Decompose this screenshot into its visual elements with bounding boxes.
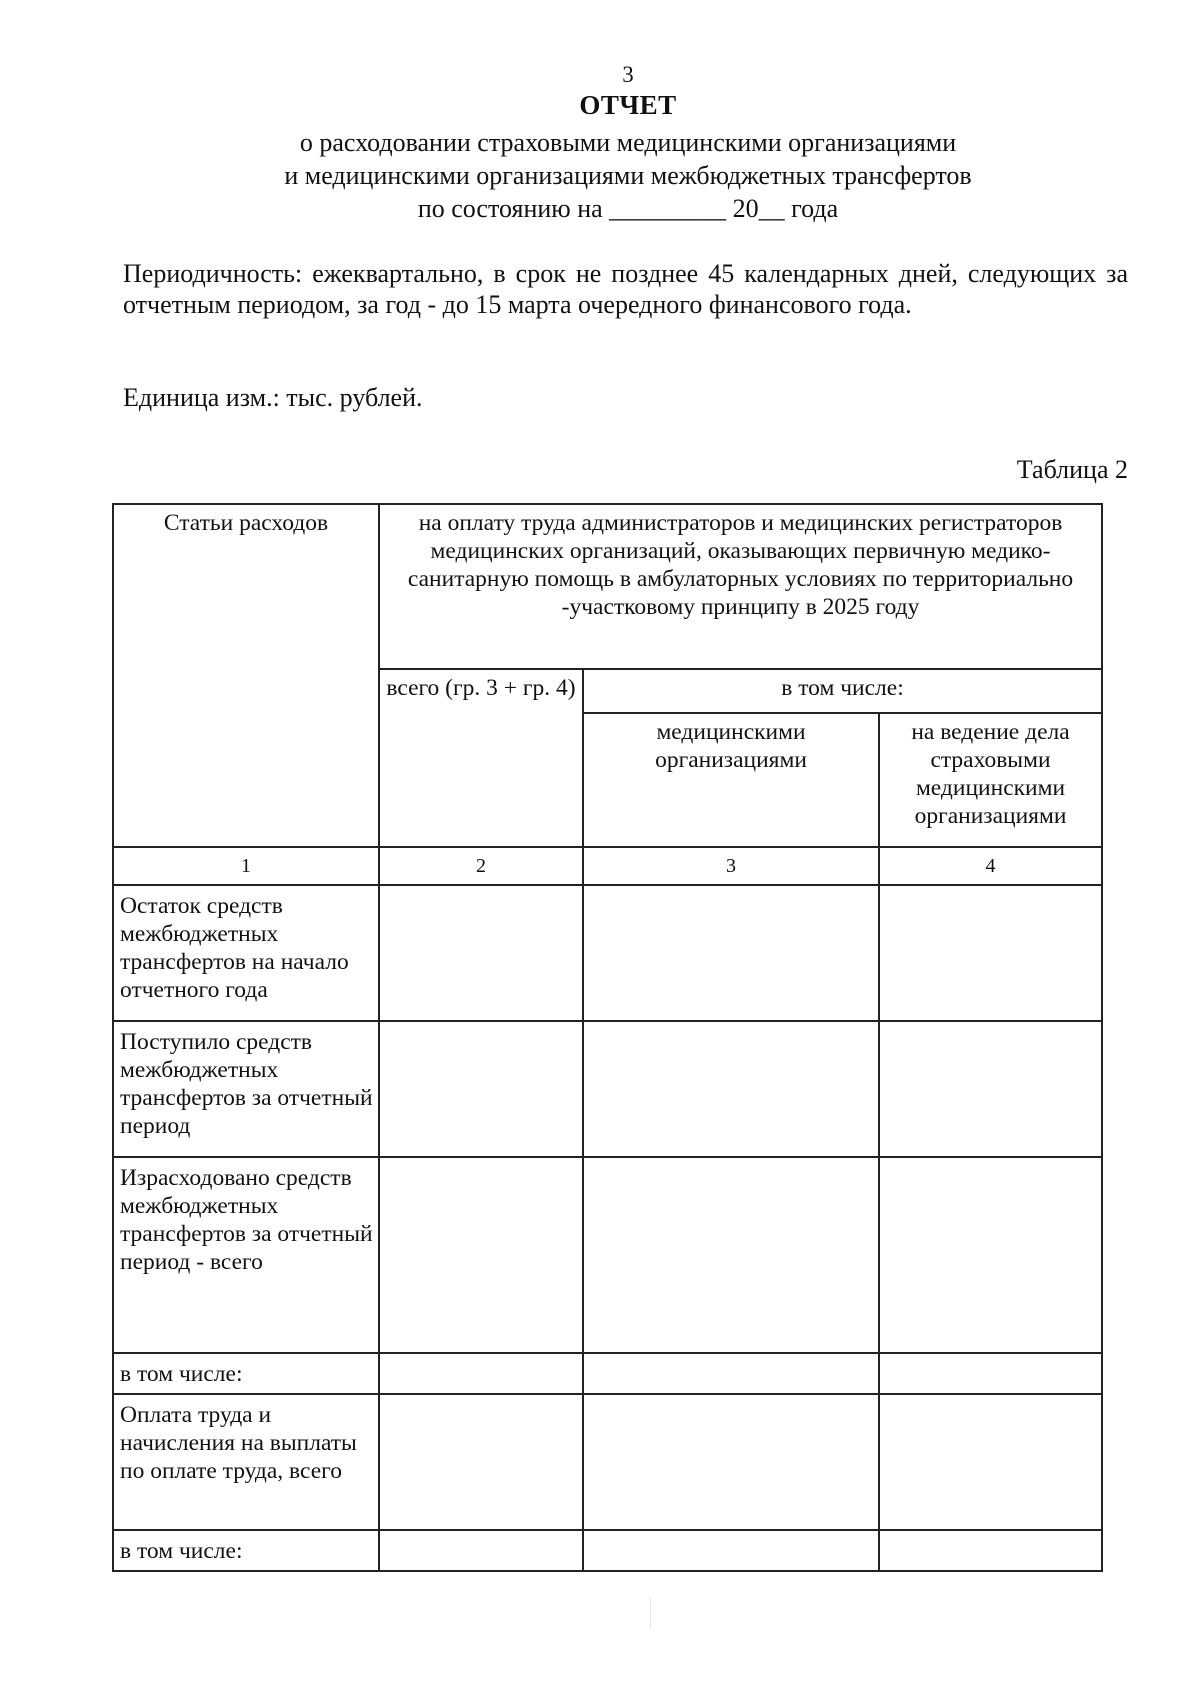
table-cell [379, 1394, 583, 1530]
periodicity-text: Периодичность: ежеквартально, в срок не позднее 45 календарных дней, следующих за отчетным периодом, за год - до 15 марта очередного финансового года. [123, 259, 1128, 319]
header-including: в том числе: [583, 669, 1102, 713]
table-cell [879, 1530, 1102, 1571]
table-cell [583, 1157, 879, 1353]
header-total: всего (гр. 3 + гр. 4) [379, 669, 583, 847]
header-expense-items: Статьи расходов [113, 504, 379, 847]
row-label: Поступило средств межбюджетных трансфертов за отчетный период [113, 1021, 379, 1157]
table-row [113, 1530, 1102, 1571]
table-cell [879, 1021, 1102, 1157]
table-cell [583, 1530, 879, 1571]
report-subtitle-line-3: по состоянию на _________ 20__ года [417, 194, 839, 223]
table-cell [379, 885, 583, 1021]
table-cell [879, 885, 1102, 1021]
table-cell [583, 1394, 879, 1530]
table-row [113, 1353, 1102, 1394]
report-title: ОТЧЕТ [579, 90, 677, 120]
table-row [113, 1021, 1102, 1157]
row-label: Израсходовано средств межбюджетных трансфертов за отчетный период - всего [113, 1157, 379, 1353]
row-label: Оплата труда и начисления на выплаты по оплате труда, всего [113, 1394, 379, 1530]
expenses-table [112, 503, 1103, 1572]
page-number: 3 [622, 62, 634, 87]
table-cell [583, 1021, 879, 1157]
header-insurance-organizations: на ведение дела страховыми медицинскими организациями [879, 713, 1102, 847]
column-number-2: 2 [379, 847, 583, 885]
unit-text: Единица изм.: тыс. рублей. [123, 383, 423, 412]
column-number-1: 1 [113, 847, 379, 885]
scan-artifact [650, 1598, 651, 1628]
header-main: на оплату труда администраторов и медицинских регистраторов медицинских организаций, оказывающих первичную медико-санитарную помощь в амбулаторных условиях по территориально -участковому принципу в 2025 году [379, 504, 1102, 669]
table-cell [583, 885, 879, 1021]
table-cell [379, 1021, 583, 1157]
table-label: Таблица 2 [1016, 455, 1128, 484]
table-cell [379, 1530, 583, 1571]
table-row [113, 1394, 1102, 1530]
report-subtitle-line-1: о расходовании страховыми медицинскими организациями [299, 128, 957, 157]
row-label: в том числе: [113, 1353, 379, 1394]
table-cell [879, 1353, 1102, 1394]
report-subtitle-line-2: и медицинскими организациями межбюджетных трансфертов [284, 161, 972, 190]
row-label: Остаток средств межбюджетных трансфертов на начало отчетного года [113, 885, 379, 1021]
row-label: в том числе: [113, 1530, 379, 1571]
table-row [113, 1157, 1102, 1353]
header-medical-organizations: медицинскими организациями [583, 713, 879, 847]
table-cell [379, 1353, 583, 1394]
table-cell [379, 1157, 583, 1353]
table-row [113, 885, 1102, 1021]
column-number-3: 3 [583, 847, 879, 885]
table-cell [879, 1394, 1102, 1530]
column-number-4: 4 [879, 847, 1102, 885]
table-cell [583, 1353, 879, 1394]
table-cell [879, 1157, 1102, 1353]
